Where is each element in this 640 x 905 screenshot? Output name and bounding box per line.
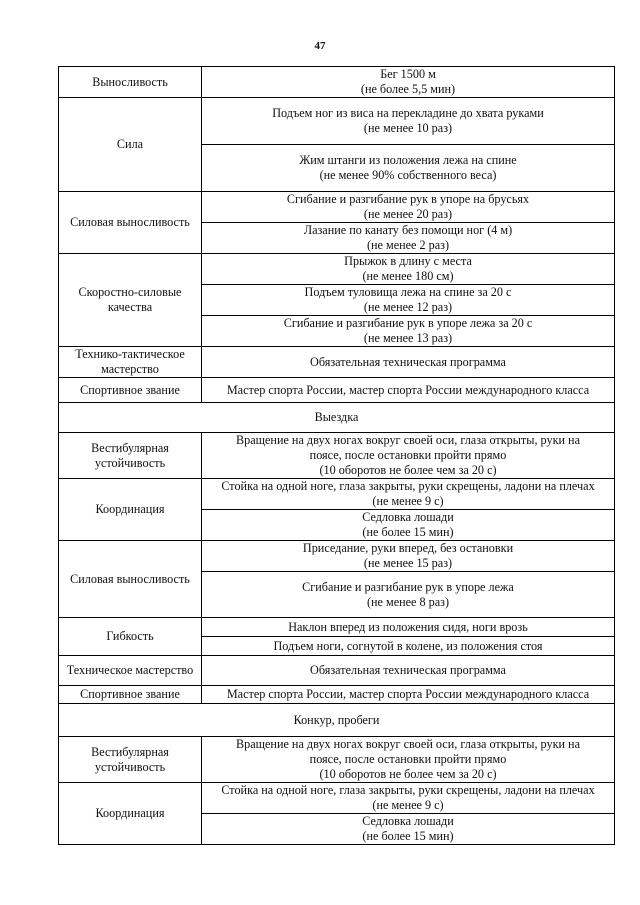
table-row bbox=[59, 192, 615, 223]
test-line: Подъем ног из виса на перекладине до хвата руками bbox=[272, 106, 544, 120]
test-line: Прыжок в длину с места bbox=[344, 254, 472, 268]
test-line: (не более 15 мин) bbox=[362, 525, 454, 539]
test-line: (не менее 9 с) bbox=[372, 494, 444, 508]
table-row bbox=[59, 783, 615, 814]
test-line: (не более 5,5 мин) bbox=[360, 82, 456, 96]
test-cell bbox=[202, 98, 615, 145]
test-cell bbox=[202, 541, 615, 572]
test-line: Мастер спорта России, мастер спорта России международного класса bbox=[226, 382, 590, 397]
test-line: (не менее 180 см) bbox=[362, 269, 454, 283]
quality-cell: Спортивное звание bbox=[59, 378, 202, 403]
test-cell bbox=[202, 378, 615, 403]
test-line: (не менее 13 раз) bbox=[363, 331, 453, 345]
table-row bbox=[59, 737, 615, 783]
test-line: Жим штанги из положения лежа на спине bbox=[299, 153, 517, 167]
test-cell bbox=[202, 618, 615, 637]
test-cell bbox=[202, 510, 615, 541]
test-line: (не менее 9 с) bbox=[372, 798, 444, 812]
test-cell bbox=[202, 316, 615, 347]
test-cell bbox=[202, 783, 615, 814]
test-cell bbox=[202, 572, 615, 618]
norms-table bbox=[58, 66, 615, 845]
test-line: Лазание по канату без помощи ног (4 м) bbox=[303, 223, 513, 237]
test-line: (не менее 2 раз) bbox=[366, 238, 450, 252]
test-line: Вращение на двух ногах вокруг своей оси, глаза открыты, руки на bbox=[236, 433, 580, 447]
table-row bbox=[59, 541, 615, 572]
test-line: Сгибание и разгибание рук в упоре лежа bbox=[302, 579, 514, 594]
test-line: Седловка лошади bbox=[362, 814, 454, 828]
table-row bbox=[59, 433, 615, 479]
test-cell bbox=[202, 285, 615, 316]
test-line: (не менее 10 раз) bbox=[363, 121, 453, 135]
test-line: поясе, после остановки пройти прямо bbox=[309, 448, 507, 462]
test-line: Седловка лошади bbox=[362, 510, 454, 524]
table-row bbox=[59, 98, 615, 145]
table-row bbox=[59, 347, 615, 378]
test-line: Подъем туловища лежа на спине за 20 с bbox=[304, 285, 512, 299]
test-line: Обязательная техническая программа bbox=[310, 354, 506, 369]
section-row bbox=[59, 704, 615, 737]
quality-cell: Сила bbox=[59, 98, 202, 192]
test-cell bbox=[202, 479, 615, 510]
table-row bbox=[59, 618, 615, 637]
quality-cell: Техническое мастерство bbox=[59, 656, 202, 686]
test-cell bbox=[202, 67, 615, 98]
quality-cell: Скоростно-силовые качества bbox=[59, 254, 202, 347]
page-number: 47 bbox=[314, 40, 326, 52]
test-cell bbox=[202, 223, 615, 254]
quality-cell: Вестибулярная устойчивость bbox=[59, 737, 202, 783]
quality-cell: Координация bbox=[59, 479, 202, 541]
test-line: Подъем ноги, согнутой в колене, из положения стоя bbox=[273, 638, 543, 653]
table-row bbox=[59, 254, 615, 285]
table-row bbox=[59, 656, 615, 686]
quality-cell: Технико-тактическое мастерство bbox=[59, 347, 202, 378]
test-line: (10 оборотов не более чем за 20 с) bbox=[319, 767, 497, 781]
quality-cell: Силовая выносливость bbox=[59, 192, 202, 254]
section-title: Выездка bbox=[59, 403, 615, 433]
test-line: поясе, после остановки пройти прямо bbox=[309, 752, 507, 766]
test-line: (не менее 12 раз) bbox=[363, 300, 453, 314]
table-row bbox=[59, 378, 615, 403]
quality-cell: Координация bbox=[59, 783, 202, 845]
test-cell bbox=[202, 656, 615, 686]
test-line: (не менее 15 раз) bbox=[363, 556, 453, 570]
test-line: Мастер спорта России, мастер спорта России международного класса bbox=[226, 687, 590, 701]
test-cell bbox=[202, 254, 615, 285]
test-line: Приседание, руки вперед, без остановки bbox=[302, 541, 514, 555]
test-line: Бег 1500 м bbox=[380, 67, 436, 81]
quality-cell: Гибкость bbox=[59, 618, 202, 656]
test-cell bbox=[202, 347, 615, 378]
test-line: Наклон вперед из положения сидя, ноги врозь bbox=[288, 619, 528, 634]
quality-cell: Выносливость bbox=[59, 67, 202, 98]
test-line: (не менее 90% собственного веса) bbox=[319, 168, 497, 182]
test-line: Сгибание и разгибание рук в упоре лежа за 20 с bbox=[283, 316, 533, 330]
table-row bbox=[59, 686, 615, 704]
test-line: Вращение на двух ногах вокруг своей оси, глаза открыты, руки на bbox=[236, 737, 580, 751]
test-cell bbox=[202, 145, 615, 192]
table-row bbox=[59, 479, 615, 510]
test-cell bbox=[202, 192, 615, 223]
test-line: Сгибание и разгибание рук в упоре на брусьях bbox=[286, 192, 530, 206]
test-cell bbox=[202, 433, 615, 479]
table-row bbox=[59, 67, 615, 98]
section-title: Конкур, пробеги bbox=[59, 704, 615, 737]
test-line: Стойка на одной ноге, глаза закрыты, руки скрещены, ладони на плечах bbox=[221, 479, 595, 493]
quality-cell: Силовая выносливость bbox=[59, 541, 202, 618]
test-cell bbox=[202, 737, 615, 783]
test-cell bbox=[202, 637, 615, 656]
test-line: (не менее 20 раз) bbox=[363, 207, 453, 221]
test-line: Стойка на одной ноге, глаза закрыты, руки скрещены, ладони на плечах bbox=[221, 783, 595, 797]
quality-cell: Вестибулярная устойчивость bbox=[59, 433, 202, 479]
section-row bbox=[59, 403, 615, 433]
test-line: (10 оборотов не более чем за 20 с) bbox=[319, 463, 497, 477]
test-line: (не менее 8 раз) bbox=[366, 594, 450, 609]
test-cell bbox=[202, 814, 615, 845]
test-cell bbox=[202, 686, 615, 704]
quality-cell: Спортивное звание bbox=[59, 686, 202, 704]
test-line: (не более 15 мин) bbox=[362, 829, 454, 843]
test-line: Обязательная техническая программа bbox=[310, 663, 506, 677]
